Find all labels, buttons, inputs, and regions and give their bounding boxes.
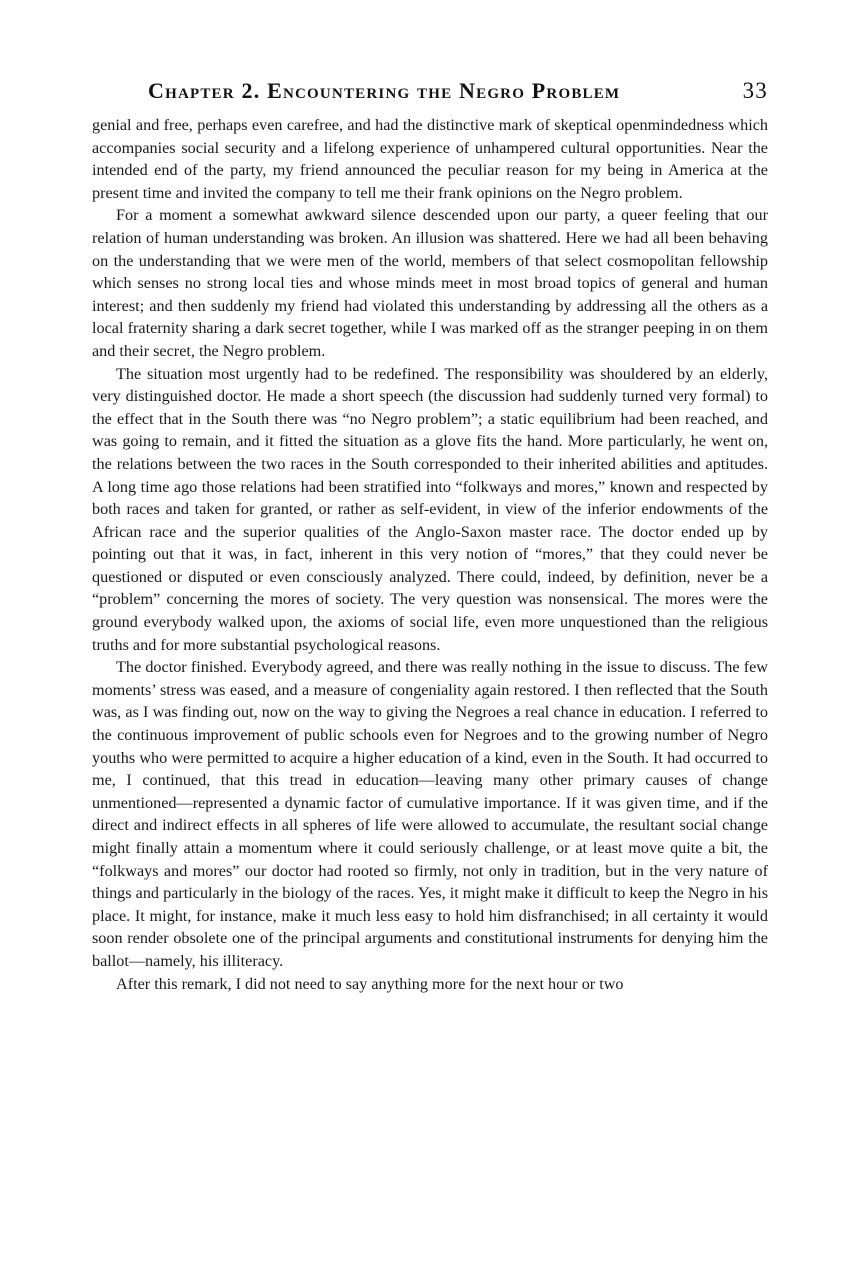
page-number: 33 — [742, 78, 768, 103]
paragraph: After this remark, I did not need to say anything more for the next hour or two — [116, 974, 624, 993]
body-text — [92, 114, 768, 995]
chapter-title: Chapter 2. Encountering the Negro Problem — [148, 78, 621, 103]
running-head — [92, 78, 768, 110]
paragraph: For a moment a somewhat awkward silence descended upon our party, a queer feeling that our relation of human understanding was broken. An illusion was shattered. Here we had all been behaving on the understanding that we were men of the world, members of that select cosmopolitan fellowship which senses no strong local ties and whose minds meet in most broad topics of general and human interest; and then suddenly my friend had violated this understanding by addressing all the others as a local fraternity sharing a dark secret together, while I was marked off as the stranger peeping in on them and their secret, the Negro problem. — [92, 206, 768, 360]
book-page — [92, 78, 768, 995]
paragraph: The doctor finished. Everybody agreed, and there was really nothing in the issue to discuss. The few moments’ stress was eased, and a measure of congeniality again restored. I then reflected that the South was, as I was finding out, now on the way to giving the Negroes a real chance in education. I referred to the continuous improvement of public schools even for Negroes and to the growing number of Negro youths who were permitted to acquire a higher education of a kind, even in the South. It had occurred to me, I continued, that this tread in education—leaving many other primary causes of change unmentioned—represented a dynamic factor of cumulative importance. If it was given time, and if the direct and indirect effects in all spheres of life were allowed to accumulate, the resultant social change might finally attain a momentum where it could seriously challenge, or at least move quite a bit, the “folkways and mores” our doctor had rooted so firmly, not only in tradition, but in the very nature of things and particularly in the biology of the races. Yes, it might make it difficult to keep the Negro in his place. It might, for instance, make it much less easy to hold him disfranchised; in all certainty it would soon render obsolete one of the principal arguments and constitutional instruments for denying him the ballot—namely, his illiteracy. — [92, 658, 768, 970]
paragraph: genial and free, perhaps even carefree, and had the distinctive mark of skeptical openmindedness which accompanies social security and a lifelong experience of unhampered cultural opportunities. Near the intended end of the party, my friend announced the peculiar reason for my being in America at the present time and invited the company to tell me their frank opinions on the Negro problem. — [92, 116, 768, 202]
paragraph: The situation most urgently had to be redefined. The responsibility was shouldered by an elderly, very distinguished doctor. He made a short speech (the discussion had suddenly turned very formal) to the effect that in the South there was “no Negro problem”; a static equilibrium had been reached, and was going to remain, and it fitted the situation as a glove fits the hand. More particularly, he went on, the relations between the two races in the South corresponded to their inherited abilities and aptitudes. A long time ago those relations had been stratified into “folkways and mores,” known and respected by both races and taken for granted, or rather as self-evident, in view of the inferior endowments of the African race and the superior qualities of the Anglo-Saxon master race. The doctor ended up by pointing out that it was, in fact, inherent in this very notion of “mores,” that they could never be questioned or disputed or even consciously analyzed. There could, indeed, by definition, never be a “problem” concerning the mores of society. The very question was nonsensical. The mores were the ground everybody walked upon, the axioms of social life, even more unquestioned than the religious truths and for more substantial psychological reasons. — [92, 364, 768, 654]
